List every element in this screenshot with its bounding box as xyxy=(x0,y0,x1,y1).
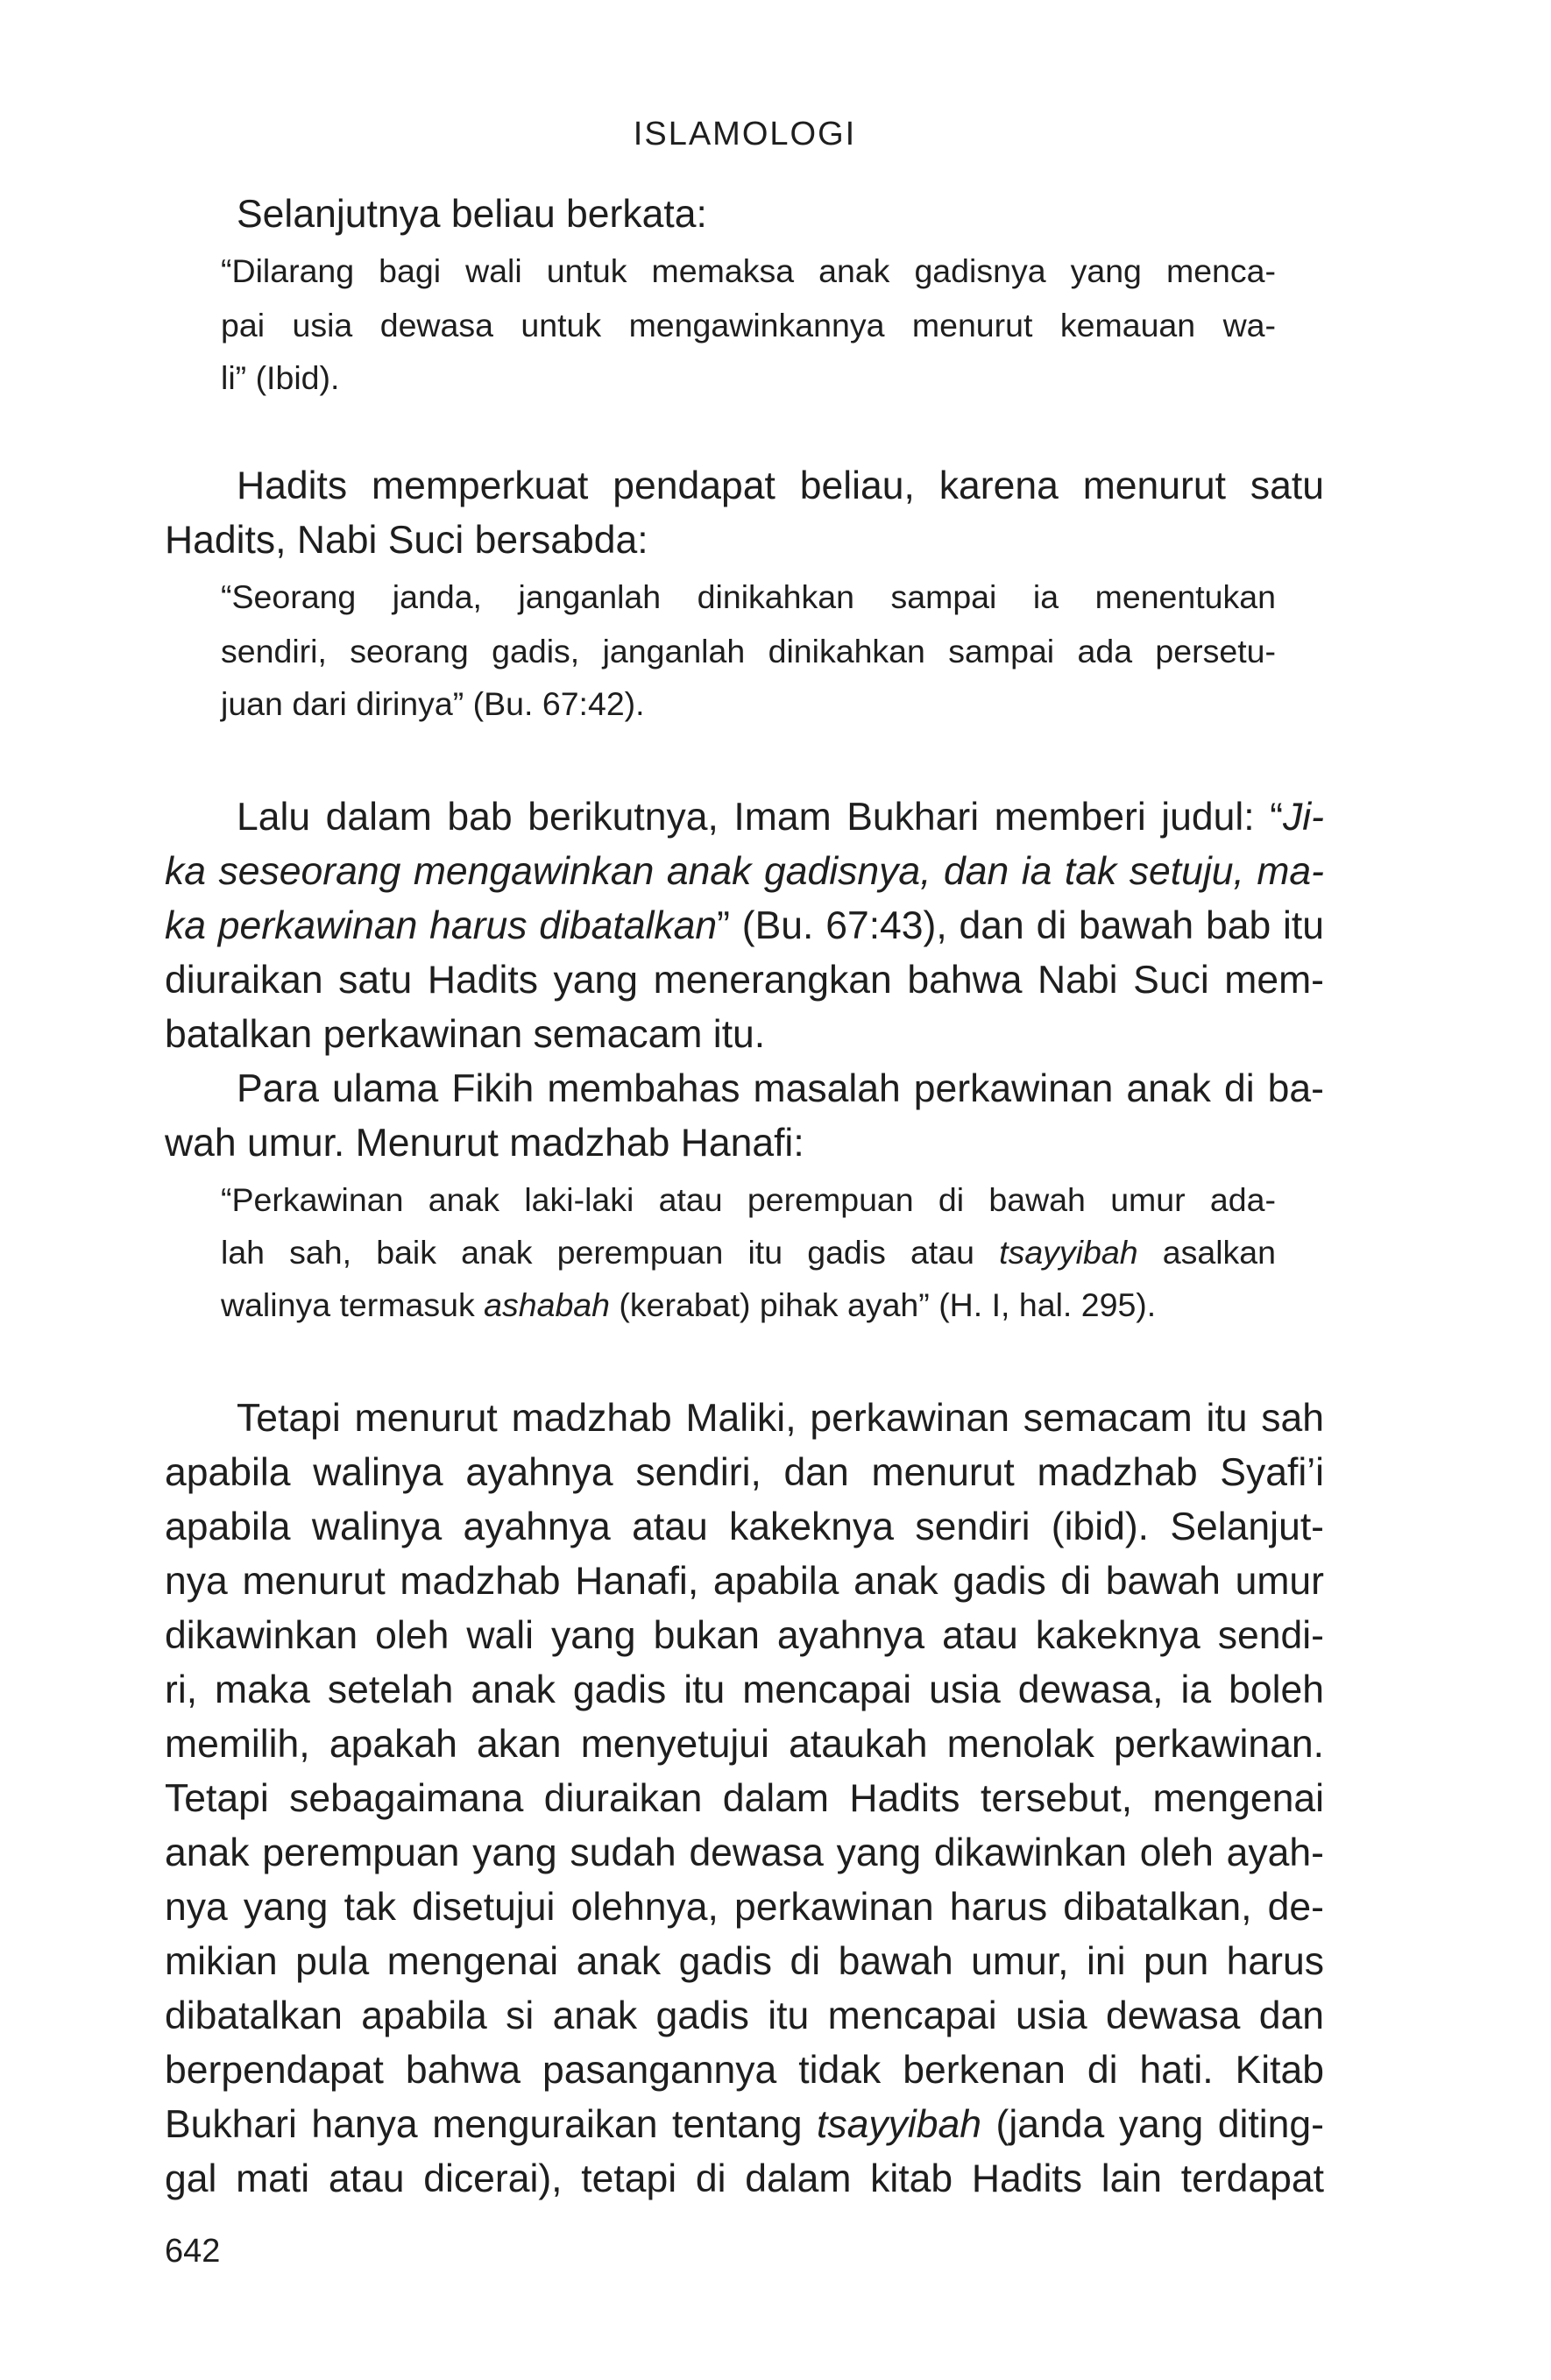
paragraph-first-line xyxy=(237,193,1324,237)
text-run: batalkan perkawinan semacam itu. xyxy=(165,1013,766,1056)
italic-text: ka seseorang mengawinkan anak gadisnya, dan ia tak setuju, ma- xyxy=(165,850,1324,893)
quote-line xyxy=(221,633,1276,670)
quote-line xyxy=(221,685,1276,723)
text-run: (kerabat) pihak ayah” (H. I, hal. 295). xyxy=(610,1286,1157,1323)
text-run: Para ulama Fikih membahas masalah perkawinan anak di ba- xyxy=(237,1067,1324,1110)
body-line xyxy=(165,1886,1324,1930)
body-line xyxy=(165,1451,1324,1495)
text-run: apabila walinya ayahnya sendiri, dan menurut madzhab Syafi’i xyxy=(165,1451,1324,1494)
text-run: nya menurut madzhab Hanafi, apabila anak gadis di bawah umur xyxy=(165,1560,1324,1603)
body-line xyxy=(165,1723,1324,1767)
quote-line xyxy=(221,252,1276,290)
text-run: “Seorang janda, janganlah dinikahkan sampai ia menentukan xyxy=(221,578,1276,615)
text-run: (janda yang diting- xyxy=(981,2103,1324,2146)
text-run: sendiri, seorang gadis, janganlah dinikahkan sampai ada persetu- xyxy=(221,633,1276,669)
body-line xyxy=(165,1940,1324,1984)
quote-line xyxy=(221,1181,1276,1219)
body-line xyxy=(165,2049,1324,2093)
italic-text: ashabah xyxy=(484,1286,611,1323)
body-line xyxy=(165,1122,1324,1165)
body-line xyxy=(165,1614,1324,1658)
paragraph-first-line xyxy=(237,464,1324,508)
body-line xyxy=(165,1560,1324,1604)
text-run: “Perkawinan anak laki-laki atau perempuan di bawah umur ada- xyxy=(221,1181,1276,1218)
body-line xyxy=(165,2157,1324,2201)
paragraph-first-line xyxy=(237,1067,1324,1111)
text-run: ” (Bu. 67:43), dan di bawah bab itu xyxy=(717,904,1324,947)
text-run: juan dari dirinya” (Bu. 67:42). xyxy=(221,685,645,722)
text-run: ri, maka setelah anak gadis itu mencapai usia dewasa, ia boleh xyxy=(165,1668,1324,1711)
text-run: asalkan xyxy=(1137,1234,1276,1271)
quote-line xyxy=(221,578,1276,616)
italic-text: tsayyibah xyxy=(817,2103,981,2146)
text-run: li” (Ibid). xyxy=(221,359,340,396)
text-run: gal mati atau dicerai), tetapi di dalam kitab Hadits lain terdapat xyxy=(165,2157,1324,2200)
text-run: walinya termasuk xyxy=(221,1286,485,1323)
text-run: “Dilarang bagi wali untuk memaksa anak gadisnya yang menca- xyxy=(221,252,1276,289)
body-line xyxy=(165,1013,1324,1057)
body-line xyxy=(165,959,1324,1002)
text-run: lah sah, baik anak perempuan itu gadis atau xyxy=(221,1234,1000,1271)
body-line xyxy=(165,1831,1324,1875)
text-run: nya yang tak disetujui olehnya, perkawinan harus dibatalkan, de- xyxy=(165,1886,1324,1929)
text-run: anak perempuan yang sudah dewasa yang dikawinkan oleh ayah- xyxy=(165,1831,1324,1874)
body-line xyxy=(165,904,1324,948)
italic-text: ka perkawinan harus dibatalkan xyxy=(165,904,718,947)
text-run: mikian pula mengenai anak gadis di bawah umur, ini pun harus xyxy=(165,1940,1324,1983)
italic-text: tsayyibah xyxy=(999,1234,1138,1271)
text-run: Selanjutnya beliau berkata: xyxy=(237,193,707,236)
text-run: Tetapi sebagaimana diuraikan dalam Hadits tersebut, mengenai xyxy=(165,1777,1324,1820)
body-line xyxy=(165,1668,1324,1712)
text-run: wah umur. Menurut madzhab Hanafi: xyxy=(165,1122,804,1165)
text-run: berpendapat bahwa pasangannya tidak berkenan di hati. Kitab xyxy=(165,2049,1324,2092)
text-run: apabila walinya ayahnya atau kakeknya sendiri (ibid). Selanjut- xyxy=(165,1505,1324,1548)
text-run: diuraikan satu Hadits yang menerangkan bahwa Nabi Suci mem- xyxy=(165,959,1324,1002)
body-line xyxy=(165,1994,1324,2038)
text-run: memilih, apakah akan menyetujui ataukah menolak perkawinan. xyxy=(165,1723,1324,1766)
body-line xyxy=(165,1777,1324,1821)
text-run: Lalu dalam bab berikutnya, Imam Bukhari memberi judul: “ xyxy=(237,796,1284,839)
body-line xyxy=(165,519,1324,563)
running-header: ISLAMOLOGI xyxy=(633,116,857,152)
text-run: Hadits memperkuat pendapat beliau, karena menurut satu xyxy=(237,464,1324,507)
body-line xyxy=(165,2103,1324,2147)
paragraph-first-line xyxy=(237,796,1324,839)
quote-line xyxy=(221,1234,1276,1271)
text-run: dikawinkan oleh wali yang bukan ayahnya atau kakeknya sendi- xyxy=(165,1614,1324,1657)
text-run: Hadits, Nabi Suci bersabda: xyxy=(165,519,648,562)
quote-line xyxy=(221,1286,1276,1324)
page-number: 642 xyxy=(165,2233,221,2270)
quote-line xyxy=(221,359,1276,397)
text-run: dibatalkan apabila si anak gadis itu mencapai usia dewasa dan xyxy=(165,1994,1324,2037)
text-run: pai usia dewasa untuk mengawinkannya menurut kemauan wa- xyxy=(221,307,1276,344)
text-run: Tetapi menurut madzhab Maliki, perkawinan semacam itu sah xyxy=(237,1397,1324,1440)
paragraph-first-line xyxy=(237,1397,1324,1441)
text-run: Bukhari hanya menguraikan tentang xyxy=(165,2103,817,2146)
quote-line xyxy=(221,307,1276,344)
italic-text: Ji- xyxy=(1283,796,1324,839)
body-line xyxy=(165,1505,1324,1549)
body-line xyxy=(165,850,1324,894)
